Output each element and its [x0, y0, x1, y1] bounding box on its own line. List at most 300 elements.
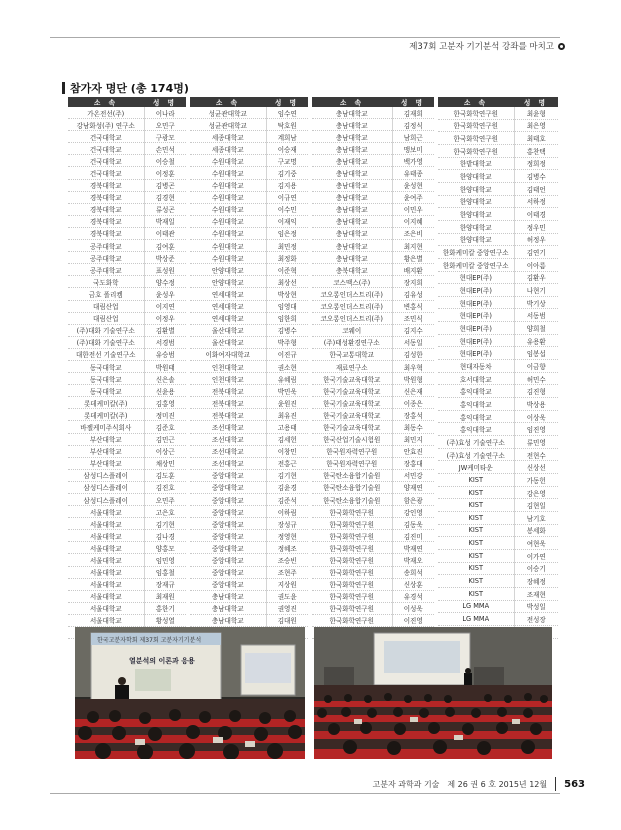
table-row	[190, 360, 308, 372]
table-row	[190, 336, 308, 348]
name-cell: 양재연	[392, 481, 434, 493]
name-cell: 남희근	[392, 131, 434, 143]
table-row	[438, 499, 558, 512]
name-cell: 안효진	[392, 445, 434, 457]
name-cell: 최지현	[392, 240, 434, 252]
affiliation-cell: KIST	[438, 587, 514, 600]
name-cell: 김지용	[266, 179, 308, 191]
table-row	[68, 397, 186, 409]
table-row	[312, 494, 434, 506]
table-row	[312, 614, 434, 626]
affiliation-cell: 조선대학교	[190, 421, 266, 433]
table-row	[312, 348, 434, 360]
name-cell: 김재희	[392, 107, 434, 119]
affiliation-header: 소 속	[190, 97, 266, 107]
name-header: 성 명	[266, 97, 308, 107]
table-row	[68, 421, 186, 433]
table-row	[312, 481, 434, 493]
name-cell: 양수정	[144, 276, 186, 288]
name-cell: 임은정	[266, 227, 308, 239]
table-row	[190, 481, 308, 493]
table-row	[438, 334, 558, 347]
table-row	[312, 518, 434, 530]
affiliation-cell: 충남대학교	[190, 602, 266, 614]
affiliation-cell: 전북대학교	[190, 397, 266, 409]
affiliation-cell: 중앙대학교	[190, 542, 266, 554]
affiliation-cell: 서울대학교	[68, 590, 144, 602]
table-row	[190, 397, 308, 409]
affiliation-cell: 한국화학연구원	[312, 578, 392, 590]
affiliation-cell: 현대EP(주)	[438, 347, 514, 360]
affiliation-cell: 대림산업	[68, 312, 144, 324]
affiliation-cell: 재료연구소	[312, 360, 392, 372]
name-cell: 변홍식	[392, 300, 434, 312]
affiliation-cell: 홍익대학교	[438, 423, 514, 436]
name-cell: 가동헌	[514, 474, 558, 487]
table-row	[190, 457, 308, 469]
table-row	[438, 220, 558, 233]
name-cell: 허민수	[514, 372, 558, 385]
affiliation-cell: 경북대학교	[68, 215, 144, 227]
affiliation-cell: 수원대학교	[190, 227, 266, 239]
affiliation-cell: 중앙대학교	[190, 506, 266, 518]
name-cell: 장홍대	[392, 457, 434, 469]
affiliation-cell: 건국대학교	[68, 167, 144, 179]
table-row	[312, 590, 434, 602]
affiliation-cell: 충남대학교	[312, 227, 392, 239]
table-row	[438, 511, 558, 524]
name-cell: 탁호원	[266, 119, 308, 131]
table-row	[312, 469, 434, 481]
table-header-row	[190, 97, 308, 107]
name-cell: 강은영	[514, 486, 558, 499]
name-cell: 나현기	[514, 284, 558, 297]
table-row	[190, 578, 308, 590]
name-cell: 김병곤	[144, 179, 186, 191]
name-cell: 신은재	[392, 385, 434, 397]
affiliation-cell: 동국대학교	[68, 385, 144, 397]
affiliation-cell: KIST	[438, 486, 514, 499]
affiliation-header: 소 속	[438, 97, 514, 107]
table-row	[68, 348, 186, 360]
affiliation-cell: 건국대학교	[68, 131, 144, 143]
table-row	[68, 203, 186, 215]
table-row	[190, 566, 308, 578]
affiliation-cell: 서울대학교	[68, 518, 144, 530]
name-cell: 이태관	[144, 227, 186, 239]
table-row	[312, 409, 434, 421]
table-row	[438, 461, 558, 474]
affiliation-cell: 한국화학연구원	[438, 107, 514, 119]
name-cell: 표성원	[144, 264, 186, 276]
name-cell: 류민영	[514, 436, 558, 449]
table-row	[190, 469, 308, 481]
table-row	[68, 530, 186, 542]
affiliation-cell: 충북대학교	[312, 264, 392, 276]
table-row	[312, 203, 434, 215]
name-cell: 서민강	[392, 469, 434, 481]
name-cell: 전성장	[514, 613, 558, 626]
affiliation-cell: 동국대학교	[68, 360, 144, 372]
affiliation-cell: 충남대학교	[312, 107, 392, 119]
affiliation-cell: 조선대학교	[190, 433, 266, 445]
table-row	[68, 179, 186, 191]
table-row	[312, 179, 434, 191]
affiliation-cell: 삼성디스플레이	[68, 494, 144, 506]
table-row	[312, 119, 434, 131]
name-cell: 박상현	[266, 288, 308, 300]
affiliation-cell: 호서대학교	[438, 372, 514, 385]
table-row	[438, 448, 558, 461]
affiliation-cell: KIST	[438, 549, 514, 562]
circle-bullet-icon	[558, 43, 565, 50]
table-row	[438, 486, 558, 499]
participant-table-2	[190, 97, 308, 639]
affiliation-cell: 현대EP(주)	[438, 271, 514, 284]
affiliation-cell: 현대EP(주)	[438, 334, 514, 347]
affiliation-cell: 한화케미칼 중앙연구소	[438, 258, 514, 271]
name-cell: 장혜정	[514, 575, 558, 588]
affiliation-cell: KIST	[438, 575, 514, 588]
table-row	[312, 385, 434, 397]
table-row	[68, 542, 186, 554]
name-cell: 박주형	[266, 336, 308, 348]
affiliation-cell: 대림산업	[68, 300, 144, 312]
table-row	[68, 312, 186, 324]
name-header: 성 명	[392, 97, 434, 107]
table-row	[312, 445, 434, 457]
affiliation-cell: 경북대학교	[68, 203, 144, 215]
name-cell: 함은광	[392, 494, 434, 506]
name-cell: 이규연	[266, 191, 308, 203]
participant-tables	[68, 97, 554, 639]
name-cell: 조재현	[514, 587, 558, 600]
affiliation-cell: (주)대화 기술연구소	[68, 324, 144, 336]
table-row	[190, 131, 308, 143]
name-cell: 윤성우	[144, 288, 186, 300]
affiliation-cell: 서울대학교	[68, 566, 144, 578]
affiliation-cell: 한국화학연구원	[312, 566, 392, 578]
table-row	[68, 578, 186, 590]
affiliation-cell: 충남대학교	[312, 240, 392, 252]
table-row	[312, 421, 434, 433]
table-row	[312, 602, 434, 614]
name-cell: 최우혁	[392, 360, 434, 372]
affiliation-cell: 서울대학교	[68, 602, 144, 614]
name-cell: 최윤형	[514, 107, 558, 119]
name-cell: 이상욱	[514, 410, 558, 423]
name-cell: 서하정	[514, 195, 558, 208]
affiliation-cell: 코오롱인더스트리(주)	[312, 312, 392, 324]
affiliation-cell: 전북대학교	[190, 409, 266, 421]
name-cell: 김대원	[266, 614, 308, 626]
name-cell: 송희석	[392, 566, 434, 578]
table-row	[438, 474, 558, 487]
table-row	[68, 614, 186, 626]
table-row	[190, 276, 308, 288]
affiliation-cell: 부산대학교	[68, 433, 144, 445]
name-cell: 유태종	[392, 167, 434, 179]
slide-banner: 한국고분자학회 제37회 고분자기기분석	[97, 637, 202, 644]
table-row	[312, 252, 434, 264]
lecture-photo-1	[75, 627, 305, 759]
table-row	[312, 566, 434, 578]
affiliation-cell: 전북대학교	[190, 385, 266, 397]
table-row	[312, 276, 434, 288]
table-row	[190, 445, 308, 457]
name-cell: 최유진	[266, 409, 308, 421]
table-row	[68, 409, 186, 421]
table-row	[438, 233, 558, 246]
name-cell: 최은영	[514, 119, 558, 132]
table-row	[68, 191, 186, 203]
name-cell: 조승빈	[266, 554, 308, 566]
table-row	[68, 433, 186, 445]
affiliation-cell: 경북대학교	[68, 179, 144, 191]
name-cell: 신윤용	[144, 385, 186, 397]
affiliation-cell: 한국탄소융합기술원	[312, 469, 392, 481]
affiliation-cell: 한국기술교육대학교	[312, 397, 392, 409]
name-cell: 오민주	[144, 494, 186, 506]
affiliation-cell: 한국화학연구원	[312, 554, 392, 566]
table-row	[312, 167, 434, 179]
name-cell: 박성일	[514, 600, 558, 613]
affiliation-cell: 성균관대학교	[190, 119, 266, 131]
name-cell: 김환별	[144, 324, 186, 336]
table-row	[438, 195, 558, 208]
affiliation-cell: LG MMA	[438, 613, 514, 626]
name-cell: 전홍근	[266, 457, 308, 469]
table-row	[68, 602, 186, 614]
affiliation-cell: 중앙대학교	[190, 530, 266, 542]
affiliation-cell: 공주대학교	[68, 264, 144, 276]
name-cell: 조민식	[392, 312, 434, 324]
name-cell: 박기상	[514, 296, 558, 309]
table-row	[190, 312, 308, 324]
name-cell: 김홍영	[144, 397, 186, 409]
table-row	[312, 264, 434, 276]
affiliation-cell: 중앙대학교	[190, 578, 266, 590]
affiliation-cell: 충남대학교	[312, 119, 392, 131]
name-cell: 정미진	[144, 409, 186, 421]
table-row	[438, 385, 558, 398]
affiliation-cell: 한국원자력연구원	[312, 445, 392, 457]
affiliation-cell: 건국대학교	[68, 143, 144, 155]
affiliation-cell: 현대EP(주)	[438, 309, 514, 322]
name-cell: 류성곤	[144, 203, 186, 215]
name-cell: 김지수	[392, 324, 434, 336]
table-row	[312, 107, 434, 119]
affiliation-cell: 한국탄소융합기술원	[312, 494, 392, 506]
name-cell: 임영대	[266, 300, 308, 312]
affiliation-cell: 안양대학교	[190, 264, 266, 276]
lecture-photo-2	[314, 627, 552, 759]
name-cell: 장지희	[392, 276, 434, 288]
table-row	[438, 372, 558, 385]
affiliation-cell: (주)대화 기술연구소	[68, 336, 144, 348]
affiliation-cell: 한국탄소융합기술원	[312, 481, 392, 493]
slide-title: 열분석의 이론과 응용	[129, 657, 195, 665]
name-cell: 정희정	[514, 157, 558, 170]
affiliation-cell: 한양대학교	[438, 182, 514, 195]
table-row	[438, 587, 558, 600]
name-cell: 김도훈	[144, 469, 186, 481]
name-cell: 유승범	[144, 348, 186, 360]
running-header	[409, 40, 565, 52]
table-row	[312, 433, 434, 445]
table-row	[312, 506, 434, 518]
heading-bar-icon	[62, 82, 65, 94]
affiliation-cell: KIST	[438, 511, 514, 524]
name-cell: 황은별	[392, 252, 434, 264]
table-row	[312, 191, 434, 203]
name-cell: 이지혜	[392, 215, 434, 227]
affiliation-cell: 충남대학교	[312, 131, 392, 143]
section-heading	[62, 80, 189, 96]
table-row	[438, 107, 558, 119]
affiliation-cell: LG MMA	[438, 600, 514, 613]
affiliation-header: 소 속	[68, 97, 144, 107]
affiliation-cell: 중앙대학교	[190, 481, 266, 493]
affiliation-cell: 한국기술교육대학교	[312, 421, 392, 433]
table-row	[312, 131, 434, 143]
affiliation-cell: 중앙대학교	[190, 554, 266, 566]
name-cell: 최민지	[392, 433, 434, 445]
affiliation-cell: 중앙대학교	[190, 518, 266, 530]
table-row	[438, 208, 558, 221]
table-row	[438, 423, 558, 436]
table-row	[312, 240, 434, 252]
affiliation-cell: 수원대학교	[190, 203, 266, 215]
table-row	[190, 409, 308, 421]
name-cell: 계희남	[266, 131, 308, 143]
name-cell: 장홍석	[392, 409, 434, 421]
name-cell: 유경석	[392, 590, 434, 602]
affiliation-cell: 코스맥스(주)	[312, 276, 392, 288]
name-cell: 임한희	[266, 312, 308, 324]
name-cell: 정영현	[266, 530, 308, 542]
name-cell: 김윤경	[266, 481, 308, 493]
affiliation-cell: 안양대학교	[190, 276, 266, 288]
affiliation-cell: 중앙대학교	[190, 469, 266, 481]
affiliation-cell: 부산대학교	[68, 445, 144, 457]
table-row	[312, 312, 434, 324]
affiliation-cell: 서울대학교	[68, 578, 144, 590]
table-row	[68, 264, 186, 276]
affiliation-cell: 충남대학교	[312, 143, 392, 155]
affiliation-cell: 서울대학교	[68, 614, 144, 626]
affiliation-cell: 코웨이	[312, 324, 392, 336]
affiliation-cell: 공주대학교	[68, 252, 144, 264]
affiliation-cell: 한국화학연구원	[438, 119, 514, 132]
affiliation-cell: 한양대학교	[438, 170, 514, 183]
table-row	[190, 300, 308, 312]
table-row	[190, 288, 308, 300]
name-cell: 이창민	[266, 445, 308, 457]
affiliation-cell: 연세대학교	[190, 288, 266, 300]
name-header: 성 명	[144, 97, 186, 107]
affiliation-cell: 수원대학교	[190, 252, 266, 264]
name-cell: 김병수	[514, 170, 558, 183]
top-rule	[50, 37, 560, 38]
name-cell: 윤성현	[392, 179, 434, 191]
affiliation-cell: 한국화학연구원	[312, 602, 392, 614]
name-cell: 홍한기	[144, 602, 186, 614]
name-cell: 김기현	[266, 469, 308, 481]
table-row	[68, 131, 186, 143]
name-cell: 장성규	[266, 518, 308, 530]
table-row	[190, 240, 308, 252]
affiliation-cell: KIST	[438, 562, 514, 575]
name-cell: 최상선	[266, 276, 308, 288]
table-row	[68, 252, 186, 264]
name-cell: 구광모	[144, 131, 186, 143]
table-row	[68, 518, 186, 530]
name-cell: 이수민	[266, 203, 308, 215]
name-cell: 임홍철	[144, 566, 186, 578]
name-cell: 이민우	[392, 203, 434, 215]
table-row	[190, 433, 308, 445]
affiliation-cell: 수원대학교	[190, 179, 266, 191]
name-cell: 유용환	[514, 334, 558, 347]
table-row	[190, 179, 308, 191]
name-cell: 이정훈	[144, 167, 186, 179]
affiliation-cell: 한국산업기술시험원	[312, 433, 392, 445]
table-row	[312, 373, 434, 385]
table-row	[312, 360, 434, 372]
affiliation-cell: 부산대학교	[68, 457, 144, 469]
table-row	[68, 554, 186, 566]
affiliation-cell: 한국화학연구원	[312, 614, 392, 626]
table-row	[190, 614, 308, 626]
name-cell: 박상용	[514, 398, 558, 411]
name-cell: 홍찬택	[514, 144, 558, 157]
affiliation-cell: 충남대학교	[312, 215, 392, 227]
affiliation-cell: 강남화성(주) 연구소	[68, 119, 144, 131]
section-title: 참가자 명단 (총 174명)	[70, 82, 189, 95]
table-row	[312, 227, 434, 239]
table-row	[68, 107, 186, 119]
name-cell: 윤원진	[266, 397, 308, 409]
name-cell: 최재원	[144, 590, 186, 602]
affiliation-cell: 수원대학교	[190, 155, 266, 167]
table-row	[190, 264, 308, 276]
header-title: 제37회 고분자 기기분석 강좌를 마치고	[409, 42, 554, 52]
table-row	[68, 324, 186, 336]
table-header-row	[312, 97, 434, 107]
affiliation-cell: 서울대학교	[68, 554, 144, 566]
table-row	[190, 542, 308, 554]
name-cell: 지상원	[266, 578, 308, 590]
affiliation-cell: 국도화학	[68, 276, 144, 288]
table-row	[190, 203, 308, 215]
table-row	[438, 258, 558, 271]
affiliation-cell: 조선대학교	[190, 445, 266, 457]
name-cell: 정우민	[514, 220, 558, 233]
affiliation-cell: 한국기술교육대학교	[312, 373, 392, 385]
table-row	[438, 398, 558, 411]
affiliation-header: 소 속	[312, 97, 392, 107]
affiliation-cell: 한국화학연구원	[438, 132, 514, 145]
name-cell: 김진형	[514, 385, 558, 398]
table-row	[190, 191, 308, 203]
table-row	[438, 296, 558, 309]
affiliation-cell: 현대자동차	[438, 360, 514, 373]
affiliation-cell: 충남대학교	[312, 203, 392, 215]
name-cell: 조은비	[392, 227, 434, 239]
table-row	[312, 215, 434, 227]
name-cell: 이종은	[392, 397, 434, 409]
